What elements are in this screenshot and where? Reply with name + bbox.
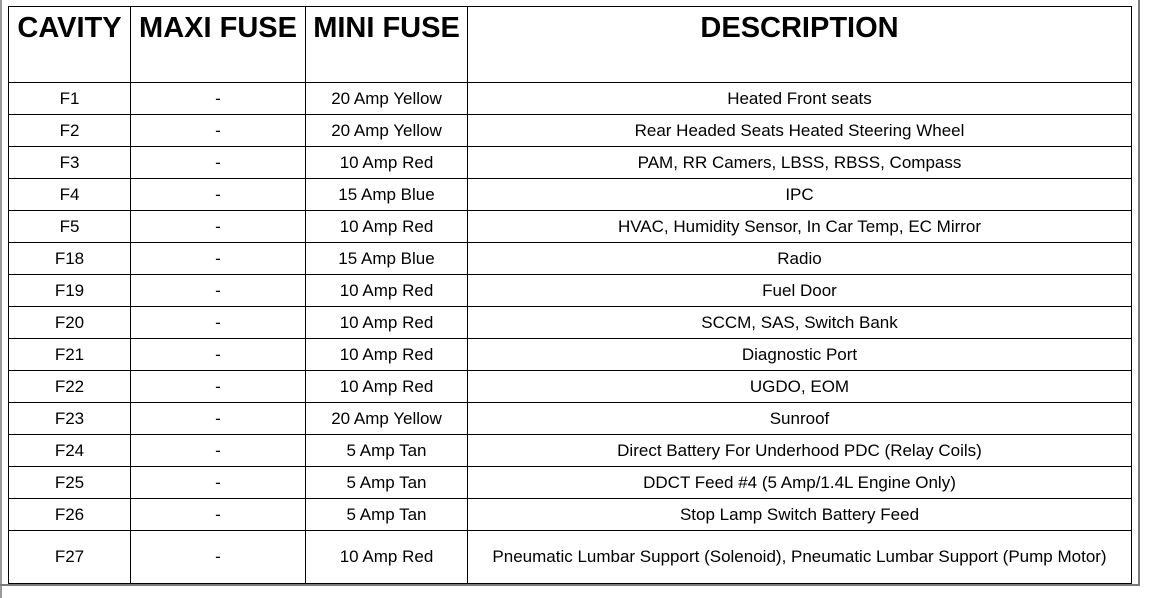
description-cell: PAM, RR Camers, LBSS, RBSS, Compass [468, 147, 1132, 179]
header-cavity: CAVITY [9, 7, 131, 83]
maxi-fuse-cell: - [131, 115, 306, 147]
mini-fuse-cell: 20 Amp Yellow [306, 403, 468, 435]
cavity-cell: F3 [9, 147, 131, 179]
description-cell: IPC [468, 179, 1132, 211]
cavity-cell: F2 [9, 115, 131, 147]
description-cell: Fuel Door [468, 275, 1132, 307]
maxi-fuse-cell: - [131, 243, 306, 275]
mini-fuse-cell: 10 Amp Red [306, 211, 468, 243]
maxi-fuse-cell: - [131, 467, 306, 499]
table-row [9, 115, 1132, 147]
cavity-cell: F4 [9, 179, 131, 211]
maxi-fuse-cell: - [131, 339, 306, 371]
description-cell: Stop Lamp Switch Battery Feed [468, 499, 1132, 531]
description-cell: DDCT Feed #4 (5 Amp/1.4L Engine Only) [468, 467, 1132, 499]
description-cell: Heated Front seats [468, 83, 1132, 115]
cavity-cell: F1 [9, 83, 131, 115]
header-maxi-fuse: MAXI FUSE [131, 7, 306, 83]
maxi-fuse-cell: - [131, 531, 306, 584]
table-row [9, 499, 1132, 531]
header-row [9, 7, 1132, 83]
description-cell: SCCM, SAS, Switch Bank [468, 307, 1132, 339]
table-body [9, 83, 1132, 584]
maxi-fuse-cell: - [131, 499, 306, 531]
frame-right-edge [1138, 0, 1140, 584]
maxi-fuse-cell: - [131, 371, 306, 403]
maxi-fuse-cell: - [131, 275, 306, 307]
cavity-cell: F25 [9, 467, 131, 499]
mini-fuse-cell: 5 Amp Tan [306, 499, 468, 531]
frame-left-edge [0, 0, 2, 598]
mini-fuse-cell: 10 Amp Red [306, 307, 468, 339]
cavity-cell: F19 [9, 275, 131, 307]
mini-fuse-cell: 10 Amp Red [306, 275, 468, 307]
maxi-fuse-cell: - [131, 83, 306, 115]
cavity-cell: F21 [9, 339, 131, 371]
table-row [9, 147, 1132, 179]
description-cell: Pneumatic Lumbar Support (Solenoid), Pneumatic Lumbar Support (Pump Motor) [468, 531, 1132, 584]
table-row [9, 211, 1132, 243]
table-row [9, 371, 1132, 403]
frame-bottom-edge [0, 584, 1140, 586]
mini-fuse-cell: 15 Amp Blue [306, 243, 468, 275]
mini-fuse-cell: 10 Amp Red [306, 531, 468, 584]
mini-fuse-cell: 20 Amp Yellow [306, 115, 468, 147]
description-cell: Radio [468, 243, 1132, 275]
table-row [9, 403, 1132, 435]
fuse-table [8, 6, 1132, 584]
table-row [9, 243, 1132, 275]
maxi-fuse-cell: - [131, 179, 306, 211]
header-description: DESCRIPTION [468, 7, 1132, 83]
mini-fuse-cell: 5 Amp Tan [306, 435, 468, 467]
cavity-cell: F23 [9, 403, 131, 435]
mini-fuse-cell: 5 Amp Tan [306, 467, 468, 499]
table-row [9, 339, 1132, 371]
cavity-cell: F20 [9, 307, 131, 339]
maxi-fuse-cell: - [131, 403, 306, 435]
cavity-cell: F27 [9, 531, 131, 584]
maxi-fuse-cell: - [131, 307, 306, 339]
cavity-cell: F22 [9, 371, 131, 403]
table-row [9, 275, 1132, 307]
mini-fuse-cell: 10 Amp Red [306, 147, 468, 179]
table-row [9, 307, 1132, 339]
description-cell: HVAC, Humidity Sensor, In Car Temp, EC Mirror [468, 211, 1132, 243]
maxi-fuse-cell: - [131, 211, 306, 243]
description-cell: Diagnostic Port [468, 339, 1132, 371]
description-cell: UGDO, EOM [468, 371, 1132, 403]
mini-fuse-cell: 15 Amp Blue [306, 179, 468, 211]
mini-fuse-cell: 10 Amp Red [306, 339, 468, 371]
description-cell: Sunroof [468, 403, 1132, 435]
table-row [9, 83, 1132, 115]
cavity-cell: F24 [9, 435, 131, 467]
cavity-cell: F26 [9, 499, 131, 531]
cavity-cell: F5 [9, 211, 131, 243]
table-row [9, 531, 1132, 584]
mini-fuse-cell: 20 Amp Yellow [306, 83, 468, 115]
cavity-cell: F18 [9, 243, 131, 275]
description-cell: Direct Battery For Underhood PDC (Relay Coils) [468, 435, 1132, 467]
table-row [9, 467, 1132, 499]
table-row [9, 179, 1132, 211]
header-mini-fuse: MINI FUSE [306, 7, 468, 83]
maxi-fuse-cell: - [131, 147, 306, 179]
table-row [9, 435, 1132, 467]
description-cell: Rear Headed Seats Heated Steering Wheel [468, 115, 1132, 147]
maxi-fuse-cell: - [131, 435, 306, 467]
mini-fuse-cell: 10 Amp Red [306, 371, 468, 403]
